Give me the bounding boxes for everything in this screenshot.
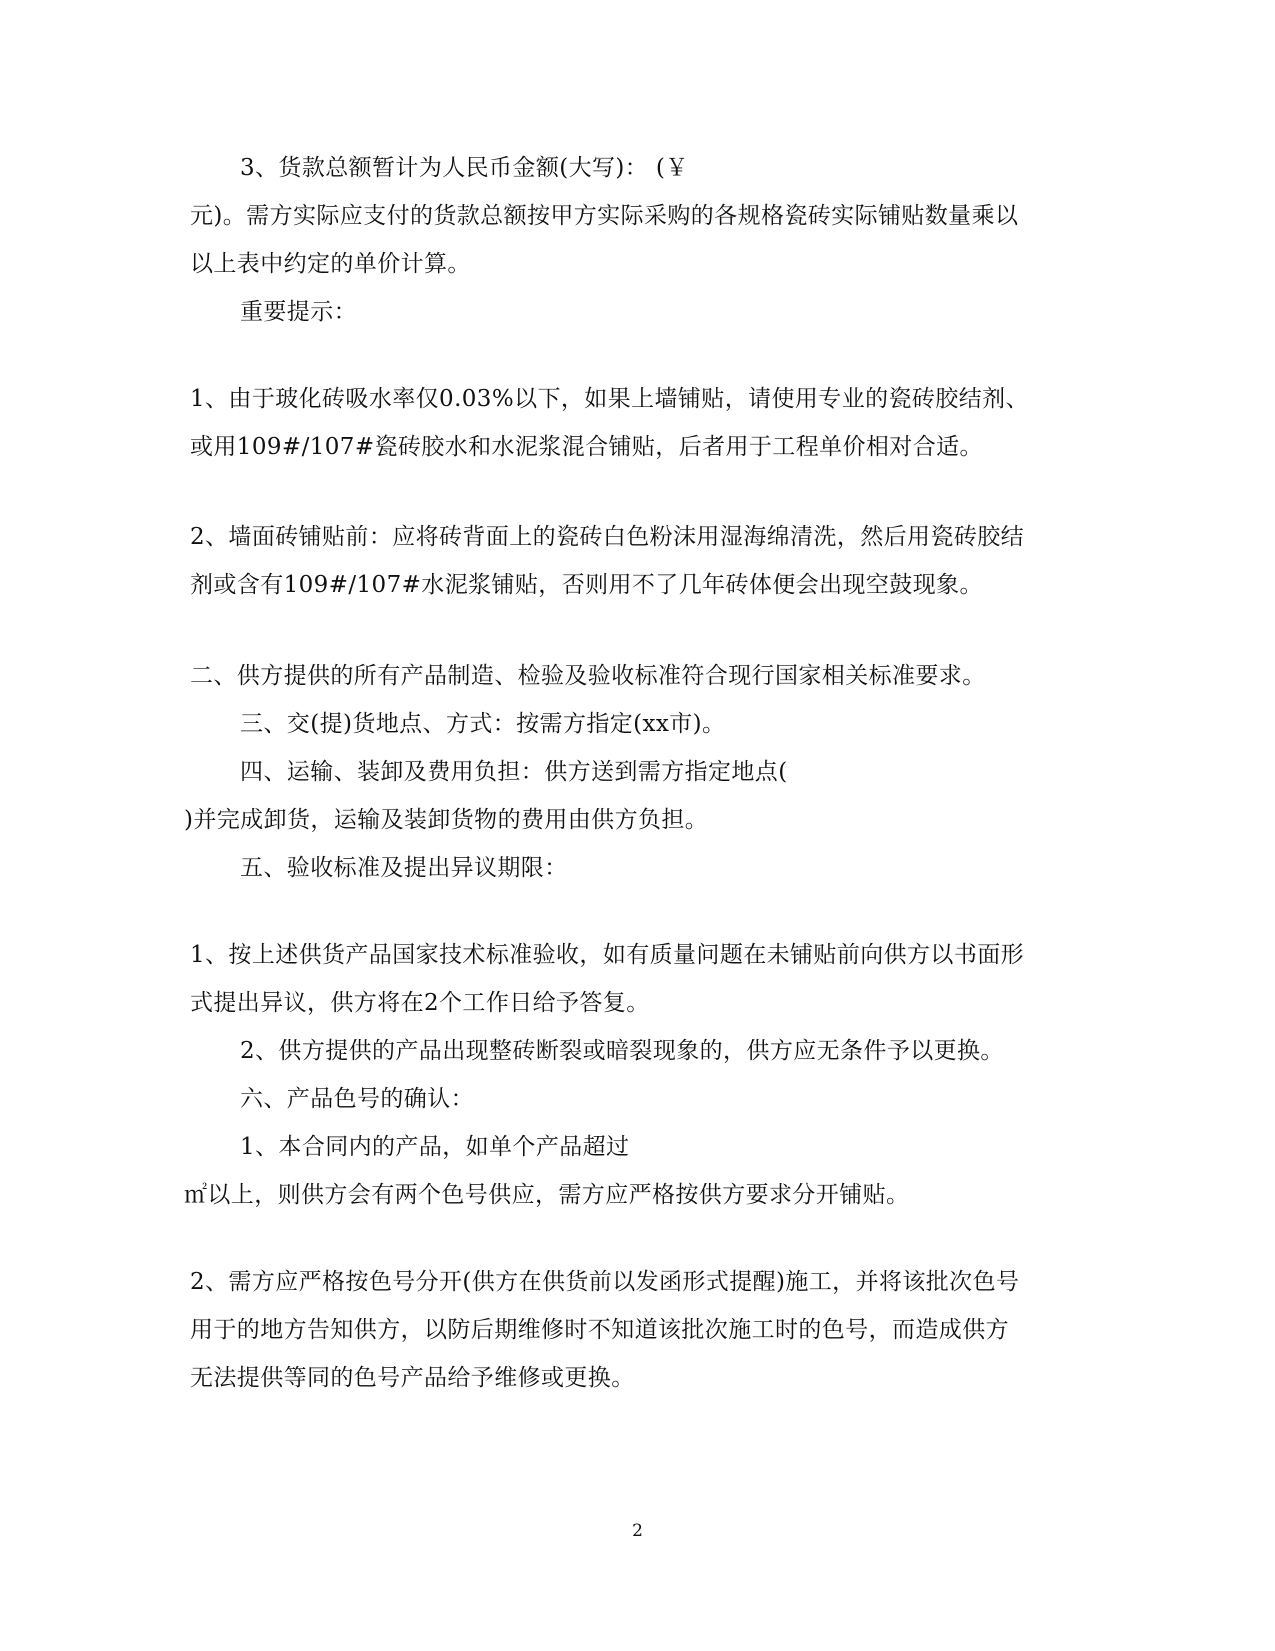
text-line-color-2c: 无法提供等同的色号产品给予维修或更换。	[190, 1365, 635, 1391]
text-line-note-2a: 2、墙面砖铺贴前：应将砖背面上的瓷砖白色粉沫用湿海绵清洗，然后用瓷砖胶结	[190, 524, 1025, 550]
text-line-important-note: 重要提示：	[240, 299, 357, 325]
text-line-unit-price: 以上表中约定的单价计算。	[190, 251, 471, 277]
text-line-acceptance-2: 2、供方提供的产品出现整砖断裂或暗裂现象的，供方应无条件予以更换。	[240, 1038, 1004, 1064]
text-line-clause-5: 五、验收标准及提出异议期限：	[240, 855, 568, 881]
text-line-note-1a: 1、由于玻化砖吸水率仅0.03%以下，如果上墙铺贴，请使用专业的瓷砖胶结剂、	[190, 386, 1029, 412]
text-line-payment-rule: 元)。需方实际应支付的货款总额按甲方实际采购的各规格瓷砖实际铺贴数量乘以	[190, 203, 1019, 229]
text-line-clause-4a: 四、运输、装卸及费用负担：供方送到需方指定地点(	[240, 759, 788, 785]
text-line-acceptance-1a: 1、按上述供货产品国家技术标准验收，如有质量问题在未铺贴前向供方以书面形	[190, 942, 1025, 968]
text-line-clause-4b: )并完成卸货，运输及装卸货物的费用由供方负担。	[184, 807, 709, 833]
text-line-color-2a: 2、需方应严格按色号分开(供方在供货前以发函形式提醒)施工，并将该批次色号	[190, 1269, 1020, 1295]
text-line-color-1b: ㎡以上，则供方会有两个色号供应，需方应严格按供方要求分开铺贴。	[184, 1182, 910, 1208]
text-line-color-1a: 1、本合同内的产品，如单个产品超过	[240, 1134, 630, 1160]
text-line-note-2b: 剂或含有109#/107#水泥浆铺贴，否则用不了几年砖体便会出现空鼓现象。	[190, 572, 983, 598]
text-line-color-2b: 用于的地方告知供方，以防后期维修时不知道该批次施工时的色号，而造成供方	[190, 1317, 1009, 1343]
text-line-clause-2: 二、供方提供的所有产品制造、检验及验收标准符合现行国家相关标准要求。	[190, 663, 986, 689]
text-line-acceptance-1b: 式提出异议，供方将在2个工作日给予答复。	[190, 990, 650, 1016]
text-line-note-1b: 或用109#/107#瓷砖胶水和水泥浆混合铺贴，后者用于工程单价相对合适。	[190, 434, 983, 460]
text-line-clause-6: 六、产品色号的确认：	[240, 1086, 474, 1112]
text-line-total-amount: 3、货款总额暂计为人民币金额(大写)： (￥	[240, 155, 689, 181]
page-number: 2	[632, 1521, 643, 1541]
text-line-clause-3: 三、交(提)货地点、方式：按需方指定(xx市)。	[240, 711, 726, 737]
